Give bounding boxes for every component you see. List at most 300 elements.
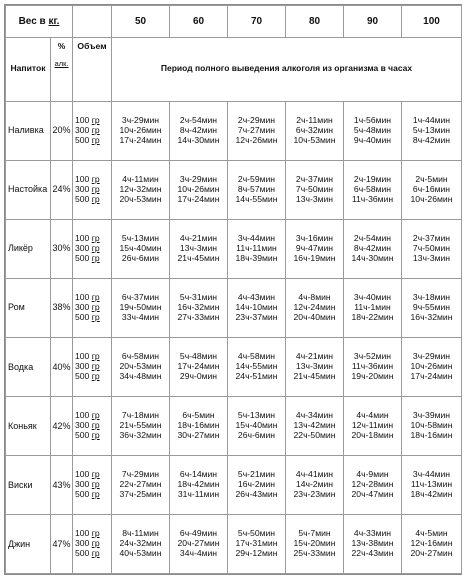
volume-amount: 500 (75, 252, 90, 263)
elimination-time: 9ч-55мин (412, 301, 451, 312)
weight-header (6, 6, 73, 38)
elimination-time: 17ч-24мин (410, 370, 453, 381)
elimination-time: 20ч-53мин (119, 193, 162, 204)
volume-line (75, 254, 111, 264)
volume-amount: 100 (75, 232, 90, 243)
volume-unit: гр (91, 409, 100, 420)
weight-unit: кг. (48, 15, 60, 27)
volume-amount: 300 (75, 301, 90, 312)
elimination-time: 24ч-51мин (235, 370, 278, 381)
elimination-time: 18ч-42мин (177, 478, 220, 489)
elimination-time: 2ч-54мин (179, 114, 218, 125)
elimination-time: 3ч-44мин (237, 232, 276, 243)
elimination-time: 3ч-29мин (121, 114, 160, 125)
elimination-time: 37ч-25мин (119, 488, 162, 499)
elimination-time-cell (112, 514, 170, 573)
elimination-time-cell (286, 337, 344, 396)
elimination-time-cell (112, 160, 170, 219)
alcohol-elimination-table (5, 5, 462, 574)
elimination-time-cell (112, 101, 170, 160)
volume-unit: гр (91, 311, 100, 322)
elimination-time-cell (286, 219, 344, 278)
elimination-time-cell (170, 101, 228, 160)
volume-unit: гр (91, 291, 100, 302)
elimination-time: 22ч-43мин (351, 547, 394, 558)
volume-line (75, 195, 111, 205)
weight-80: 80 (286, 6, 344, 38)
elimination-time-cell (344, 396, 402, 455)
elimination-time: 31ч-11мин (177, 488, 220, 499)
elimination-time: 20ч-18мин (351, 429, 394, 440)
drink-name: Виски (6, 455, 51, 514)
elimination-time: 14ч-2мин (295, 478, 334, 489)
elimination-time: 18ч-16мин (410, 429, 453, 440)
drink-name: Ликёр (6, 219, 51, 278)
elimination-time: 29ч-0мин (179, 370, 218, 381)
elimination-time-cell (402, 160, 462, 219)
volume-amount: 500 (75, 488, 90, 499)
elimination-time: 4ч-21мин (179, 232, 218, 243)
elimination-time: 2ч-5мин (415, 173, 448, 184)
drink-name: Водка (6, 337, 51, 396)
weight-90: 90 (344, 6, 402, 38)
volume-line (75, 549, 111, 559)
elimination-time: 21ч-45мин (177, 252, 220, 263)
elimination-time: 9ч-47мин (295, 242, 334, 253)
drink-row (6, 337, 462, 396)
drink-alcohol-pct: 47% (51, 514, 73, 573)
volume-unit: гр (91, 478, 100, 489)
elimination-time-cell (112, 278, 170, 337)
elimination-time: 18ч-22мин (351, 311, 394, 322)
elimination-time: 4ч-8мин (298, 291, 331, 302)
elimination-time: 20ч-53мин (119, 360, 162, 371)
elimination-time-cell (402, 396, 462, 455)
elimination-time: 40ч-53мин (119, 547, 162, 558)
elimination-time: 1ч-44мин (412, 114, 451, 125)
elimination-time-cell (402, 337, 462, 396)
volume-amount: 500 (75, 429, 90, 440)
elimination-time: 7ч-18мин (121, 409, 160, 420)
volume-line (75, 372, 111, 382)
elimination-time: 6ч-14мин (179, 468, 218, 479)
elimination-time-cell (228, 455, 286, 514)
elimination-time: 4ч-43мин (237, 291, 276, 302)
elimination-time-cell (170, 514, 228, 573)
elimination-time: 11ч-11мин (236, 242, 277, 253)
elimination-time: 10ч-26мин (410, 360, 453, 371)
elimination-time: 3ч-52мин (353, 350, 392, 361)
elimination-time: 8ч-57мин (237, 183, 276, 194)
elimination-time: 16ч-32мин (410, 311, 453, 322)
elimination-time: 12ч-11мин (351, 419, 394, 430)
elimination-time-cell (344, 337, 402, 396)
volume-line (75, 431, 111, 441)
elimination-time: 7ч-27мин (237, 124, 276, 135)
elimination-time: 13ч-38мин (351, 537, 394, 548)
weight-100: 100 (402, 6, 462, 38)
elimination-time-cell (344, 514, 402, 573)
drink-name: Коньяк (6, 396, 51, 455)
elimination-time: 3ч-16мин (295, 232, 334, 243)
elimination-time: 6ч-49мин (179, 527, 218, 538)
weight-70: 70 (228, 6, 286, 38)
elimination-time: 18ч-42мин (410, 488, 453, 499)
elimination-time: 6ч-16мин (412, 183, 451, 194)
elimination-time: 4ч-11мин (122, 173, 159, 184)
elimination-time: 4ч-9мин (356, 468, 389, 479)
elimination-time-cell (344, 455, 402, 514)
elimination-time: 3ч-39мин (412, 409, 451, 420)
elimination-time: 20ч-27мин (177, 537, 220, 548)
drink-alcohol-pct: 30% (51, 219, 73, 278)
elimination-time: 30ч-27мин (177, 429, 220, 440)
elimination-time: 15ч-40мин (235, 419, 278, 430)
elimination-time: 16ч-19мин (293, 252, 336, 263)
elimination-time: 17ч-24мин (119, 134, 162, 145)
empty-header-cell (73, 6, 112, 38)
elimination-time-cell (344, 219, 402, 278)
elimination-time-cell (286, 278, 344, 337)
volume-cell (73, 337, 112, 396)
volume-column-header: Объем (73, 38, 112, 101)
volume-unit: гр (91, 350, 100, 361)
elimination-time: 26ч-6мин (237, 429, 276, 440)
volume-amount: 300 (75, 360, 90, 371)
volume-amount: 300 (75, 537, 90, 548)
volume-amount: 100 (75, 409, 90, 420)
drink-row (6, 278, 462, 337)
elimination-time: 20ч-47мин (351, 488, 394, 499)
elimination-time-cell (286, 101, 344, 160)
elimination-time: 12ч-32мин (119, 183, 162, 194)
elimination-time: 16ч-32мин (177, 301, 220, 312)
elimination-time: 6ч-58мин (353, 183, 392, 194)
elimination-time-cell (286, 396, 344, 455)
elimination-time: 8ч-42мин (412, 134, 451, 145)
volume-cell (73, 219, 112, 278)
drink-alcohol-pct: 38% (51, 278, 73, 337)
elimination-time: 34ч-48мин (119, 370, 162, 381)
elimination-time: 23ч-37мин (235, 311, 278, 322)
elimination-time: 5ч-50мин (237, 527, 276, 538)
elimination-time: 3ч-29мин (412, 350, 451, 361)
weight-label: Вес в (18, 15, 46, 27)
elimination-time: 11ч-36мин (351, 360, 394, 371)
elimination-time-cell (344, 101, 402, 160)
elimination-time: 3ч-18мин (412, 291, 451, 302)
elimination-time: 22ч-27мин (119, 478, 162, 489)
elimination-time: 29ч-12мин (235, 547, 278, 558)
elimination-time-cell (402, 219, 462, 278)
pct-alc-label: алк. (54, 59, 69, 69)
elimination-time: 2ч-54мин (353, 232, 392, 243)
elimination-time: 2ч-11мин (296, 114, 333, 125)
elimination-time: 22ч-50мин (293, 429, 336, 440)
elimination-time-cell (228, 514, 286, 573)
volume-unit: гр (91, 419, 100, 430)
elimination-time: 18ч-16мин (177, 419, 220, 430)
elimination-time: 5ч-7мин (298, 527, 331, 538)
elimination-time: 10ч-58мин (410, 419, 453, 430)
volume-amount: 500 (75, 134, 90, 145)
elimination-time: 23ч-23мин (293, 488, 336, 499)
elimination-time-cell (170, 455, 228, 514)
elimination-time: 4ч-4мин (356, 409, 389, 420)
drink-column-header: Напиток (6, 38, 51, 101)
elimination-time: 13ч-3мин (295, 193, 334, 204)
elimination-time-cell (170, 278, 228, 337)
elimination-time: 2ч-59мин (237, 173, 276, 184)
elimination-time: 7ч-29мин (121, 468, 160, 479)
elimination-time: 6ч-32мин (295, 124, 334, 135)
table-frame (4, 4, 462, 575)
elimination-time: 11ч-1мин (354, 301, 391, 312)
elimination-time-cell (402, 278, 462, 337)
elimination-time: 10ч-53мин (293, 134, 336, 145)
volume-cell (73, 101, 112, 160)
volume-cell (73, 160, 112, 219)
volume-cell (73, 396, 112, 455)
volume-line (75, 136, 111, 146)
volume-amount: 500 (75, 370, 90, 381)
elimination-time: 14ч-10мин (235, 301, 278, 312)
volume-line (75, 490, 111, 500)
period-header: Период полного выведения алкоголя из организма в часах (112, 38, 462, 101)
drink-row (6, 514, 462, 573)
volume-unit: гр (91, 173, 100, 184)
elimination-time: 26ч-43мин (235, 488, 278, 499)
column-header-row (6, 38, 462, 101)
elimination-time: 4ч-21мин (295, 350, 334, 361)
volume-cell (73, 455, 112, 514)
elimination-time: 33ч-4мин (121, 311, 160, 322)
elimination-time-cell (112, 396, 170, 455)
volume-amount: 300 (75, 242, 90, 253)
elimination-time-cell (228, 396, 286, 455)
drink-alcohol-pct: 20% (51, 101, 73, 160)
elimination-time: 10ч-26мин (410, 193, 453, 204)
elimination-time-cell (170, 160, 228, 219)
elimination-time: 20ч-40мин (293, 311, 336, 322)
elimination-time: 13ч-42мин (293, 419, 336, 430)
elimination-time-cell (344, 278, 402, 337)
elimination-time: 5ч-48мин (179, 350, 218, 361)
elimination-time: 8ч-11мин (122, 527, 159, 538)
elimination-time: 6ч-58мин (121, 350, 160, 361)
volume-unit: гр (91, 183, 100, 194)
elimination-time: 14ч-55мин (235, 193, 278, 204)
elimination-time: 3ч-40мин (353, 291, 392, 302)
elimination-time: 14ч-55мин (235, 360, 278, 371)
elimination-time-cell (228, 160, 286, 219)
elimination-time: 5ч-13мин (412, 124, 451, 135)
elimination-time: 21ч-55мин (119, 419, 162, 430)
volume-amount: 100 (75, 527, 90, 538)
elimination-time-cell (170, 396, 228, 455)
elimination-time: 13ч-3мин (295, 360, 334, 371)
elimination-time: 15ч-40мин (119, 242, 162, 253)
elimination-time: 5ч-31мин (179, 291, 218, 302)
drink-row (6, 455, 462, 514)
elimination-time: 5ч-48мин (353, 124, 392, 135)
elimination-time-cell (402, 514, 462, 573)
elimination-time: 8ч-42мин (353, 242, 392, 253)
drink-name: Наливка (6, 101, 51, 160)
elimination-time: 10ч-26мин (119, 124, 162, 135)
drink-row (6, 160, 462, 219)
elimination-time: 17ч-31мин (235, 537, 278, 548)
elimination-time: 2ч-37мин (295, 173, 334, 184)
elimination-time-cell (286, 514, 344, 573)
elimination-time: 5ч-21мин (237, 468, 276, 479)
elimination-time: 18ч-39мин (235, 252, 278, 263)
elimination-time: 6ч-5мин (182, 409, 215, 420)
elimination-time: 13ч-3мин (179, 242, 218, 253)
volume-unit: гр (91, 547, 100, 558)
elimination-time: 11ч-13мин (410, 478, 453, 489)
elimination-time-cell (112, 455, 170, 514)
volume-unit: гр (91, 114, 100, 125)
elimination-time: 15ч-20мин (293, 537, 336, 548)
drink-alcohol-pct: 40% (51, 337, 73, 396)
elimination-time: 25ч-33мин (293, 547, 336, 558)
elimination-time: 21ч-45мин (293, 370, 336, 381)
elimination-time: 2ч-37мин (412, 232, 451, 243)
volume-cell (73, 278, 112, 337)
weight-50: 50 (112, 6, 170, 38)
elimination-time: 24ч-32мин (119, 537, 162, 548)
drink-row (6, 101, 462, 160)
volume-unit: гр (91, 370, 100, 381)
drink-name: Ром (6, 278, 51, 337)
elimination-time: 27ч-33мин (177, 311, 220, 322)
volume-amount: 100 (75, 350, 90, 361)
volume-amount: 300 (75, 419, 90, 430)
elimination-time: 2ч-29мин (237, 114, 276, 125)
elimination-time: 19ч-20мин (351, 370, 394, 381)
volume-unit: гр (91, 232, 100, 243)
volume-amount: 300 (75, 124, 90, 135)
volume-unit: гр (91, 468, 100, 479)
elimination-time-cell (228, 219, 286, 278)
elimination-time: 17ч-24мин (177, 193, 220, 204)
drink-row (6, 396, 462, 455)
elimination-time: 12ч-24мин (293, 301, 336, 312)
elimination-time: 4ч-34мин (295, 409, 334, 420)
elimination-time-cell (402, 101, 462, 160)
elimination-time: 14ч-30мин (177, 134, 220, 145)
drink-alcohol-pct: 42% (51, 396, 73, 455)
elimination-time: 4ч-41мин (295, 468, 334, 479)
elimination-time: 9ч-40мин (353, 134, 392, 145)
drink-name: Джин (6, 514, 51, 573)
volume-amount: 500 (75, 193, 90, 204)
elimination-time: 17ч-24мин (177, 360, 220, 371)
elimination-time: 12ч-28мин (351, 478, 394, 489)
elimination-time-cell (228, 101, 286, 160)
volume-unit: гр (91, 134, 100, 145)
volume-amount: 100 (75, 291, 90, 302)
volume-unit: гр (91, 193, 100, 204)
elimination-time: 16ч-2мин (237, 478, 276, 489)
drink-name: Настойка (6, 160, 51, 219)
volume-unit: гр (91, 488, 100, 499)
volume-amount: 100 (75, 114, 90, 125)
elimination-time-cell (112, 219, 170, 278)
elimination-time: 20ч-27мин (410, 547, 453, 558)
volume-unit: гр (91, 360, 100, 371)
elimination-time: 6ч-37мин (121, 291, 160, 302)
elimination-time: 10ч-26мин (177, 183, 220, 194)
volume-unit: гр (91, 124, 100, 135)
pct-symbol: % (57, 41, 66, 52)
volume-amount: 100 (75, 173, 90, 184)
elimination-time: 4ч-58мин (237, 350, 276, 361)
volume-unit: гр (91, 429, 100, 440)
elimination-time-cell (286, 160, 344, 219)
elimination-time: 1ч-56мин (353, 114, 392, 125)
elimination-time-cell (170, 337, 228, 396)
volume-amount: 100 (75, 468, 90, 479)
elimination-time: 2ч-19мин (353, 173, 392, 184)
drink-alcohol-pct: 43% (51, 455, 73, 514)
elimination-time: 12ч-26мин (235, 134, 278, 145)
elimination-time-cell (170, 219, 228, 278)
elimination-time: 8ч-42мин (179, 124, 218, 135)
volume-amount: 300 (75, 183, 90, 194)
volume-amount: 500 (75, 311, 90, 322)
elimination-time-cell (112, 337, 170, 396)
volume-unit: гр (91, 301, 100, 312)
volume-line (75, 313, 111, 323)
drink-row (6, 219, 462, 278)
elimination-time: 3ч-44мин (412, 468, 451, 479)
volume-unit: гр (91, 537, 100, 548)
elimination-time: 3ч-29мин (179, 173, 218, 184)
elimination-time-cell (286, 455, 344, 514)
volume-cell (73, 514, 112, 573)
weight-60: 60 (170, 6, 228, 38)
elimination-time: 5ч-13мин (237, 409, 276, 420)
elimination-time: 4ч-5мин (415, 527, 448, 538)
elimination-time: 4ч-33мин (353, 527, 392, 538)
elimination-time: 13ч-3мин (412, 252, 451, 263)
elimination-time: 26ч-6мин (121, 252, 160, 263)
elimination-time-cell (402, 455, 462, 514)
elimination-time: 14ч-30мин (351, 252, 394, 263)
elimination-time: 11ч-36мин (351, 193, 394, 204)
pct-column-header (51, 38, 73, 101)
elimination-time-cell (344, 160, 402, 219)
elimination-time: 5ч-13мин (121, 232, 160, 243)
elimination-time: 7ч-50мин (295, 183, 334, 194)
volume-amount: 300 (75, 478, 90, 489)
weight-header-row (6, 6, 462, 38)
elimination-time: 7ч-50мин (412, 242, 451, 253)
volume-amount: 500 (75, 547, 90, 558)
volume-unit: гр (91, 252, 100, 263)
elimination-time-cell (228, 337, 286, 396)
volume-unit: гр (91, 242, 100, 253)
elimination-time: 34ч-4мин (179, 547, 218, 558)
drink-alcohol-pct: 24% (51, 160, 73, 219)
elimination-time: 36ч-32мин (119, 429, 162, 440)
volume-unit: гр (91, 527, 100, 538)
elimination-time: 12ч-16мин (410, 537, 453, 548)
elimination-time-cell (228, 278, 286, 337)
elimination-time: 19ч-50мин (119, 301, 162, 312)
